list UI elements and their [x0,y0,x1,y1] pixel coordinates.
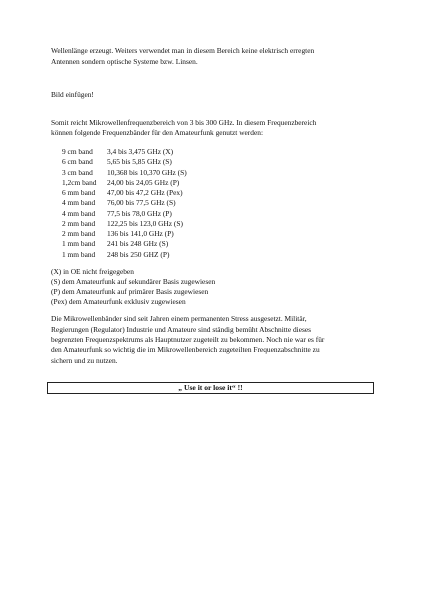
band-name: 6 mm band [62,188,96,197]
band-name: 1 mm band [62,250,96,259]
band-range: 122,25 bis 123,0 GHz (S) [107,219,183,228]
band-range: 10,368 bis 10,370 GHz (S) [107,168,187,177]
band-name: 9 cm band [62,147,93,156]
band-range: 77,5 bis 78,0 GHz (P) [107,209,172,218]
band-list-item [62,157,172,166]
paragraph-stress-line: sichern und zu nutzen. [51,356,118,365]
band-list-item [62,198,176,207]
band-name: 4 mm band [62,198,96,207]
band-name: 4 mm band [62,209,96,218]
band-name: 1,2cm band [62,178,97,187]
band-list-item [62,188,183,197]
band-range: 3,4 bis 3,475 GHz (X) [107,147,174,156]
band-list-item [62,147,173,156]
band-list-item [62,250,169,259]
paragraph-intro-line: Wellenlänge erzeugt. Weiters verwendet man in diesem Bereich keine elektrisch erregten [51,46,315,55]
band-range: 76,00 bis 77,5 GHz (S) [107,198,176,207]
band-range: 5,65 bis 5,85 GHz (S) [107,157,172,166]
band-name: 3 cm band [62,168,93,177]
legend-line: (P) dem Amateurfunk auf primärer Basis zugewiesen [51,287,209,296]
band-name: 6 cm band [62,157,93,166]
band-list-item [62,178,179,187]
paragraph-range-line: können folgende Frequenzbänder für den Amateurfunk genutzt werden: [51,128,263,137]
band-range: 248 bis 250 GHZ (P) [107,250,170,259]
image-placeholder-note: Bild einfügen! [51,90,94,99]
band-range: 47,00 bis 47,2 GHz (Pex) [107,188,183,197]
paragraph-range-line: Somit reicht Mikrowellenfrequenzbereich von 3 bis 300 GHz. In diesem Frequenzbereich [51,118,317,127]
band-range: 24,00 bis 24,05 GHz (P) [107,178,180,187]
band-list-item [62,168,187,177]
band-range: 136 bis 141,0 GHz (P) [107,229,174,238]
paragraph-stress-line: begrenzten Frequenzspektrums als Hauptnutzer zugeteilt zu bekommen. Noch nie war es für [51,335,325,344]
legend-line: (Pex) dem Amateurfunk exklusiv zugewiesen [51,297,186,306]
band-list-item [62,209,172,218]
legend-line: (S) dem Amateurfunk auf sekundärer Basis zugewiesen [51,277,216,286]
band-list-item [62,239,168,248]
band-range: 241 bis 248 GHz (S) [107,239,169,248]
legend-line: (X) in OE nicht freigegeben [51,267,134,276]
band-name: 2 mm band [62,229,96,238]
band-name: 1 mm band [62,239,96,248]
band-list-item [62,219,183,228]
paragraph-stress-line: Regierungen (Regulator) Industrie und Amateure sind ständig bemüht Abschnitte dieses [51,325,312,334]
paragraph-stress-line: Die Mikrowellenbänder sind seit Jahren einem permanenten Stress ausgesetzt. Militär, [51,314,307,323]
paragraph-intro-line: Antennen sondern optische Systeme bzw. Linsen. [51,57,198,66]
band-name: 2 mm band [62,219,96,228]
motto-text: „ Use it or lose it“ !! [178,383,243,392]
paragraph-stress-line: den Amateurfunk so wichtig die im Mikrowellenbereich zugeteilten Frequenzabschnitte zu [51,345,320,354]
motto-box [47,382,374,394]
band-list-item [62,229,174,238]
